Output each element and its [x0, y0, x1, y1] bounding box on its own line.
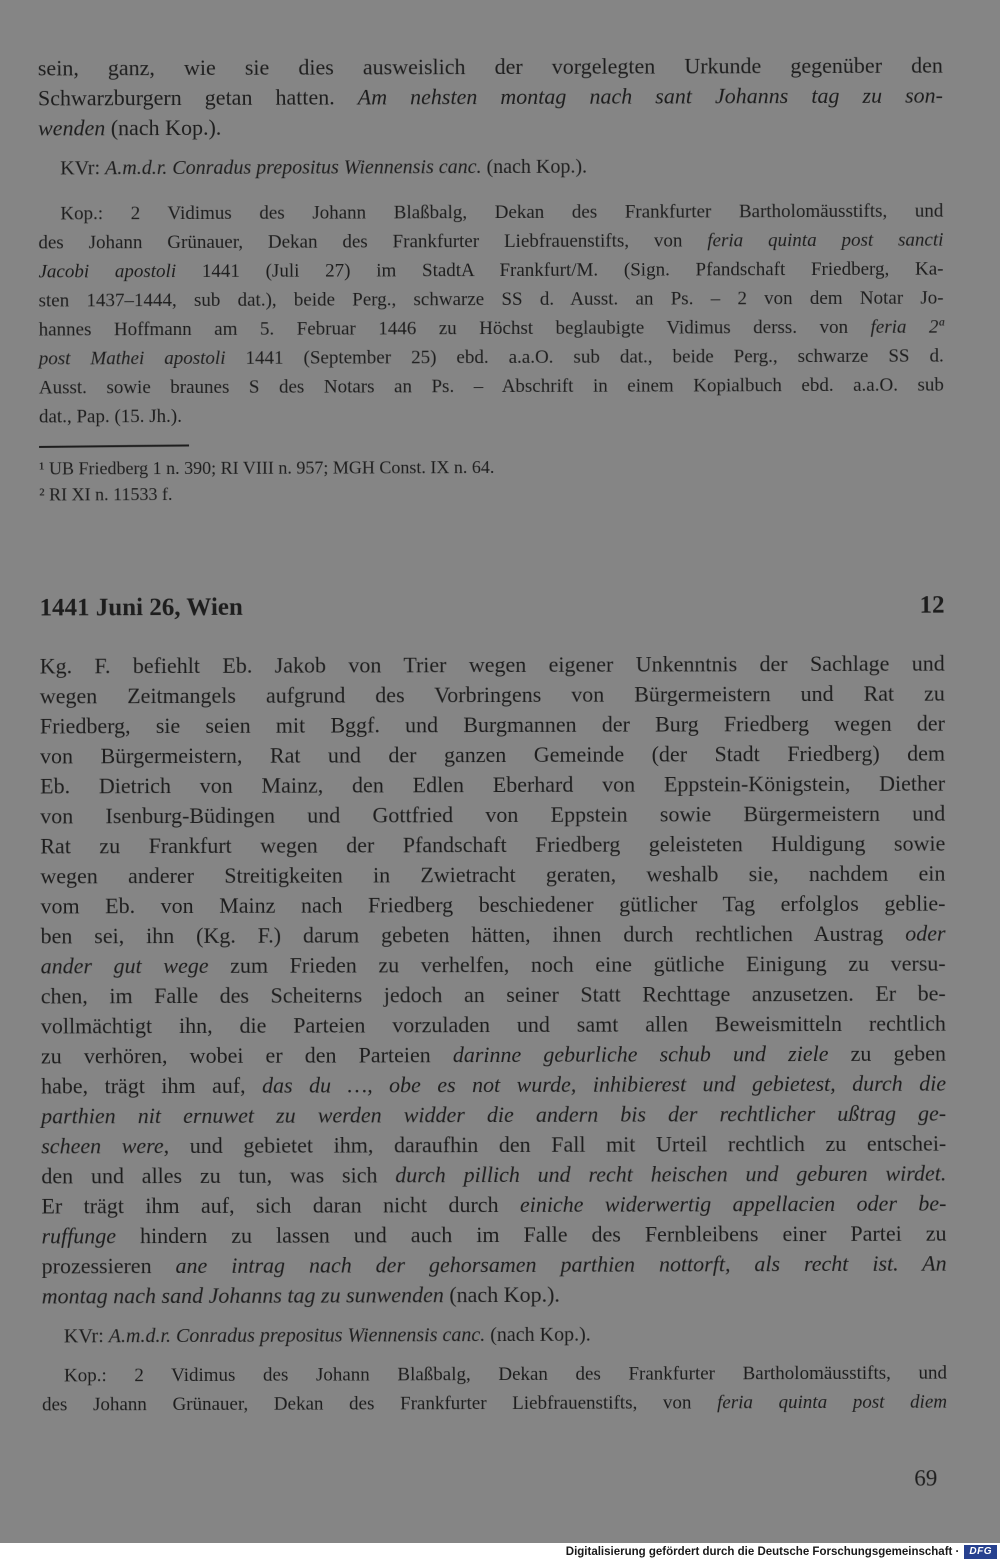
page-number: 69: [914, 1465, 938, 1491]
entry-number: 12: [919, 591, 945, 619]
entry-heading-row: [40, 589, 945, 626]
dfg-logo: DFG: [964, 1545, 997, 1559]
kop-note-previous: Kop.: 2 Vidimus des Johann Blaßbalg, Dekan des Frankfurter Bartholomäusstifts, und des Johann Grünauer, Dekan des Frankfurter Liebfrauenstifts, von feria quinta post sancti Jacobi apostoli 1441 (Juli 27) im StadtA Frankfurt/M. (Sign. Pfandschaft Friedberg, Ka- sten 1437–1444, sub dat.), beide Perg., schwarze SS d. Ausst. an Ps. – 2 von dem Notar Jo- hannes Hoffmann am 5. Februar 1446 zu Höchst beglaubigte Vidimus derss. von feria 2ª post Mathei apostoli 1441 (September 25) ebd. a.a.O. sub dat., beide Perg., schwarze SS d. Ausst. sowie braunes S des Notars an Ps. – Abschrift in einem Kopialbuch ebd. a.a.O. sub dat., Pap. (15. Jh.).: [38, 200, 944, 428]
regest-paragraph: Kg. F. befiehlt Eb. Jakob von Trier wegen eigener Unkenntnis der Sachlage und wegen Zeitmangels aufgrund des Vorbringens von Bürgermeistern und Rat zu Friedberg, sie seien mit Bggf. und Burgmannen der Burg Friedberg wegen der von Bürgermeistern, Rat und der ganzen Gemeinde (der Stadt Friedberg) dem Eb. Dietrich von Mainz, den Edlen Eberhard von Eppstein-Königstein, Diether von Isenburg-Büdingen und Gottfried von Eppstein sowie Bürgermeistern und Rat zu Frankfurt wegen der Pfandschaft Friedberg geleisteten Huldigung sowie wegen anderer Streitigkeiten in Zwietracht geraten, weshalb sie, nachdem ein vom Eb. von Mainz nach Friedberg beschiedener gütlicher Tag erfolglos geblie- ben sei, ihn (Kg. F.) darum gebeten hätten, ihnen durch rechtlichen Austrag oder ander gut wege zum Frieden zu verhelfen, noch eine gütliche Einigung zu versu- chen, im Falle des Scheiterns jedoch an seiner Statt Rechttage anzusetzen. Er be- vollmächtigt ihn, die Parteien vorzuladen und samt allen Beweismitteln rechtlich zu verhören, wobei er den Parteien darinne geburliche schub und ziele zu geben habe, trägt ihm auf, das du …, obe es not wurde, inhibierest und gebietest, durch die parthien nit ernuwet zu werden widder die andern bis der rechtlicher ußtrag ge- scheen were, und gebietet ihm, daraufhin den Fall mit Urteil rechtlich zu entschei- den und alles zu tun, was sich durch pillich und recht heischen und geburen wirdet. Er trägt ihm auf, sich daran nicht durch einiche widerwertig appellacien oder be- ruffunge hindern zu lassen und auch im Falle des Fernbleibens einer Partei zu prozessieren ane intrag nach der gehorsamen parthien nottorft, als recht ist. An montag nach sand Johanns tag zu sunwenden (nach Kop.).: [39, 650, 947, 1309]
footnote-2: ² RI XI n. 11533 f.: [39, 484, 173, 505]
closing-paragraph: sein, ganz, wie sie dies ausweislich der vorgelegten Urkunde gegenüber den Schwarzburgern getan hatten. Am nehsten montag nach sant Johanns tag zu son- wenden (nach Kop.).: [37, 52, 943, 141]
kvr-note: KVr: A.m.d.r. Conradus prepositus Wiennensis canc. (nach Kop.).: [63, 1323, 591, 1348]
footnote-separator: [39, 444, 189, 448]
entry-heading: 1441 Juni 26, Wien: [39, 593, 243, 622]
footnote-1: ¹ UB Friedberg 1 n. 390; RI VIII n. 957; MGH Const. IX n. 64.: [39, 457, 495, 479]
kop-note: Kop.: 2 Vidimus des Johann Blaßbalg, Dekan des Frankfurter Bartholomäusstifts, und des Johann Grünauer, Dekan des Frankfurter Liebfrauenstifts, von feria quinta post diem: [42, 1362, 948, 1416]
digitization-credit: Digitalisierung gefördert durch die Deutsche Forschungsgemeinschaft ·: [565, 1545, 960, 1558]
digitization-footer: [0, 1543, 1000, 1560]
footnotes: [39, 453, 944, 508]
kvr-note-previous: KVr: A.m.d.r. Conradus prepositus Wiennensis canc. (nach Kop.).: [60, 155, 588, 180]
